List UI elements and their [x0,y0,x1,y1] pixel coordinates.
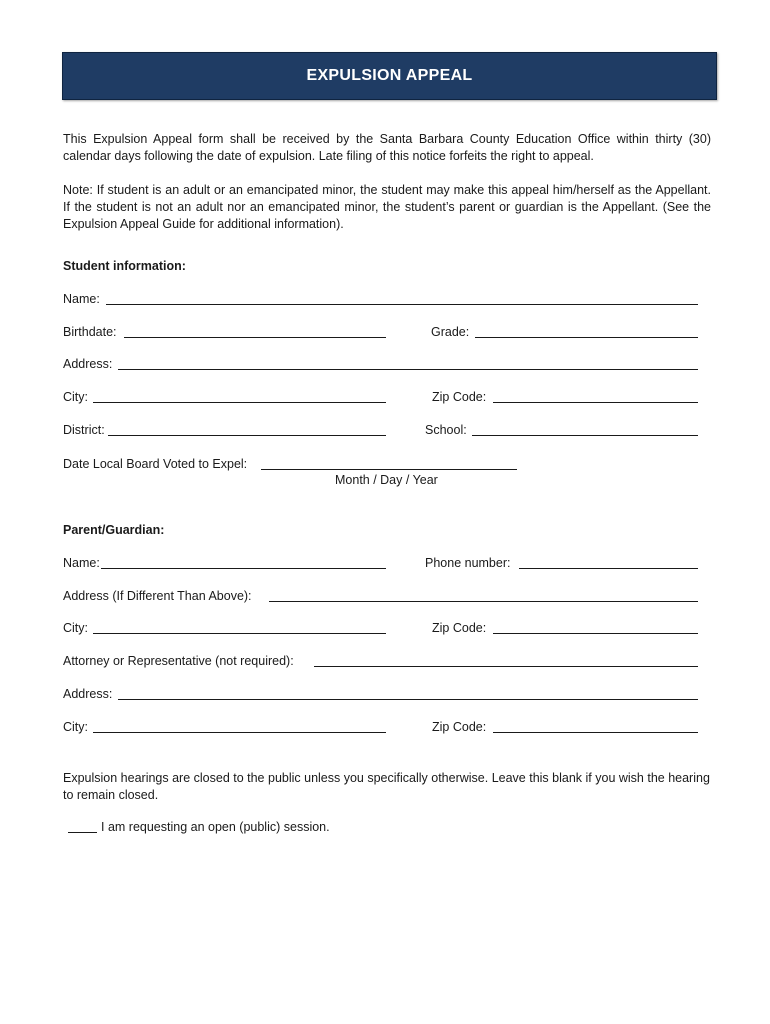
open-session-checkbox-line[interactable] [68,832,97,833]
student-name-field[interactable] [106,304,698,305]
board-date-field[interactable] [261,469,517,470]
open-session-label: I am requesting an open (public) session. [101,820,330,834]
attorney-city-field[interactable] [93,732,386,733]
parent-address-label: Address (If Different Than Above): [63,589,252,603]
attorney-address-label: Address: [63,687,113,701]
student-city-label: City: [63,390,88,404]
attorney-zip-label: Zip Code: [432,720,487,734]
parent-city-label: City: [63,621,88,635]
date-format-hint: Month / Day / Year [335,473,438,487]
school-label: School: [425,423,467,437]
parent-city-field[interactable] [93,633,386,634]
attorney-label: Attorney or Representative (not required): [63,654,294,668]
attorney-address-field[interactable] [118,699,698,700]
district-label: District: [63,423,105,437]
parent-name-label: Name: [63,556,100,570]
note-paragraph: Note: If student is an adult or an emancipated minor, the student may make this appeal him/herself as the Appellant. If the student is not an adult nor an emancipated minor, the student’s parent or guardian is the Appellant. (See the Expulsion Appeal Guide for additional information). [63,183,711,231]
parent-zip-field[interactable] [493,633,698,634]
grade-field[interactable] [475,337,698,338]
parent-name-field[interactable] [101,568,386,569]
student-zip-field[interactable] [493,402,698,403]
board-date-label: Date Local Board Voted to Expel: [63,457,248,471]
birthdate-label: Birthdate: [63,325,117,339]
phone-label: Phone number: [425,556,511,570]
attorney-city-label: City: [63,720,88,734]
title-banner [62,52,717,100]
parent-zip-label: Zip Code: [432,621,487,635]
attorney-field[interactable] [314,666,698,667]
birthdate-field[interactable] [124,337,386,338]
student-section-heading: Student information: [63,259,186,273]
student-city-field[interactable] [93,402,386,403]
parent-section-heading: Parent/Guardian: [63,523,165,537]
hearing-note: Expulsion hearings are closed to the public unless you specifically otherwise. Leave this blank if you wish the hearing to remain closed. [63,771,710,802]
page-title: EXPULSION APPEAL [306,67,473,84]
attorney-zip-field[interactable] [493,732,698,733]
grade-label: Grade: [431,325,470,339]
student-zip-label: Zip Code: [432,390,487,404]
intro-paragraph: This Expulsion Appeal form shall be received by the Santa Barbara County Education Office within thirty (30) calendar days following the date of expulsion. Late filing of this notice forfeits the right to appeal. [63,132,711,163]
student-address-label: Address: [63,357,113,371]
phone-field[interactable] [519,568,698,569]
student-address-field[interactable] [118,369,698,370]
parent-address-field[interactable] [269,601,698,602]
district-field[interactable] [108,435,386,436]
student-name-label: Name: [63,292,100,306]
school-field[interactable] [472,435,698,436]
